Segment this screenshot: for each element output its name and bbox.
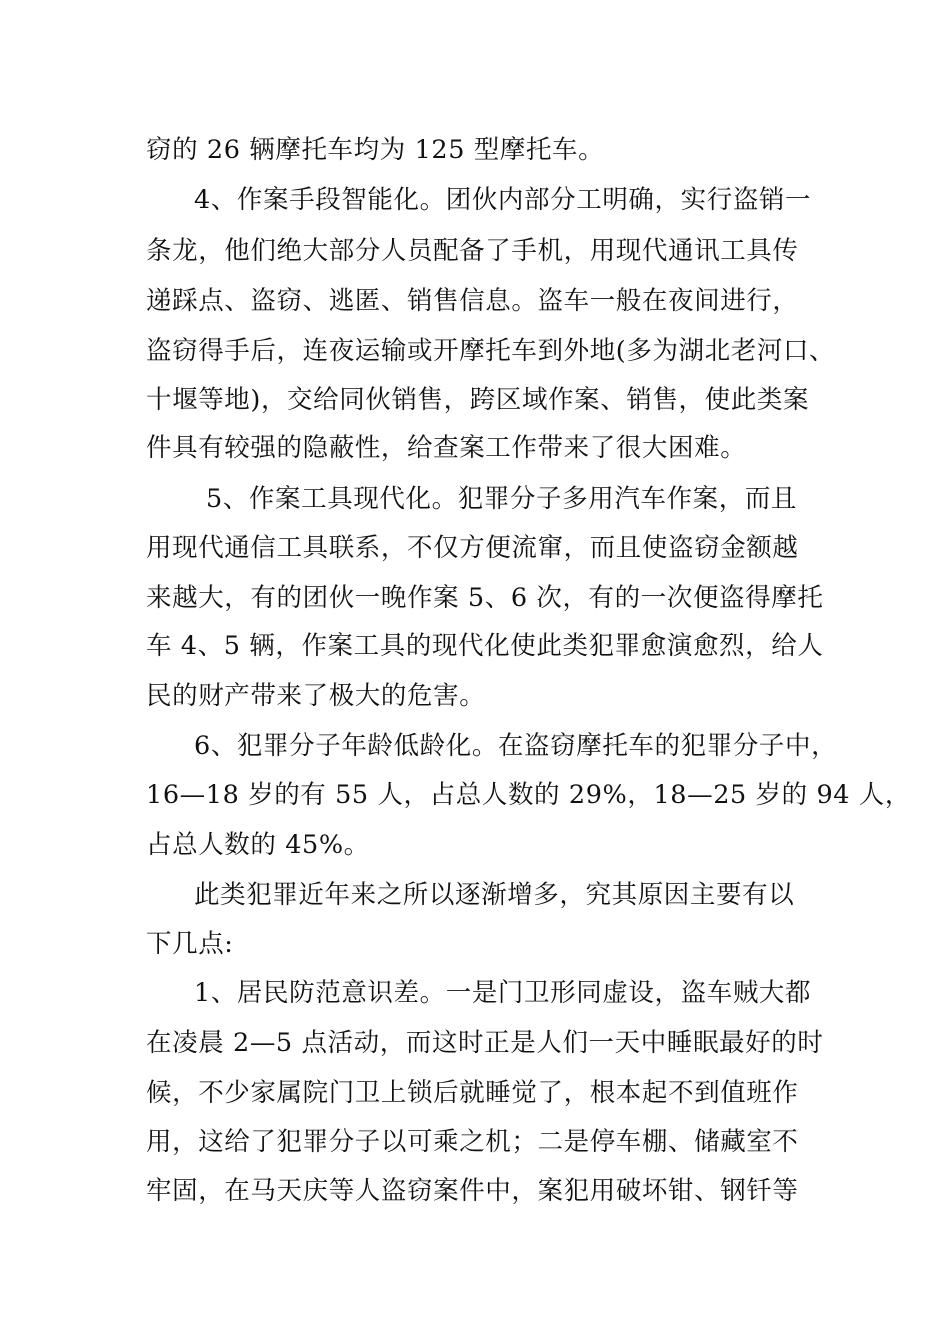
text-line: 1、居民防范意识差。一是门卫形同虚设，盗车贼大都 xyxy=(194,978,812,1008)
text-line: 递踩点、盗窃、逃匿、销售信息。盗车一般在夜间进行， xyxy=(146,286,799,316)
text-line: 下几点: xyxy=(146,929,234,959)
text-line: 窃的 26 辆摩托车均为 125 型摩托车。 xyxy=(146,135,605,165)
text-line: 6、犯罪分子年龄低龄化。在盗窃摩托车的犯罪分子中， xyxy=(194,731,838,761)
text-line: 十堰等地)，交给同伙销售，跨区域作案、销售，使此类案 xyxy=(146,385,810,415)
text-line: 用现代通信工具联系，不仅方便流窜，而且使盗窃金额越 xyxy=(146,533,799,563)
text-line: 盗窃得手后，连夜运输或开摩托车到外地(多为湖北老河口、 xyxy=(146,336,836,366)
text-line: 候，不少家属院门卫上锁后就睡觉了，根本起不到值班作 xyxy=(146,1078,799,1108)
text-line: 占总人数的 45%。 xyxy=(146,830,370,860)
text-line: 牢固，在马天庆等人盗窃案件中，案犯用破坏钳、钢钎等 xyxy=(146,1176,799,1206)
text-line: 在凌晨 2—5 点活动，而这时正是人们一天中睡眠最好的时 xyxy=(146,1028,824,1058)
text-line: 条龙，他们绝大部分人员配备了手机，用现代通讯工具传 xyxy=(146,236,799,266)
text-line: 车 4、5 辆，作案工具的现代化使此类犯罪愈演愈烈，给人 xyxy=(146,631,824,661)
text-line: 件具有较强的隐蔽性，给查案工作带来了很大困难。 xyxy=(146,433,747,463)
text-line: 此类犯罪近年来之所以逐渐增多，究其原因主要有以 xyxy=(194,880,795,910)
text-line: 用，这给了犯罪分子以可乘之机；二是停车棚、储藏室不 xyxy=(146,1127,799,1157)
text-line: 5、作案工具现代化。犯罪分子多用汽车作案，而且 xyxy=(206,484,798,514)
text-line: 来越大，有的团伙一晚作案 5、6 次，有的一次便盗得摩托 xyxy=(146,583,824,613)
text-line: 16—18 岁的有 55 人，占总人数的 29%，18—25 岁的 94 人， xyxy=(146,780,912,810)
text-line: 民的财产带来了极大的危害。 xyxy=(146,681,486,711)
text-line: 4、作案手段智能化。团伙内部分工明确，实行盗销一 xyxy=(194,185,812,215)
